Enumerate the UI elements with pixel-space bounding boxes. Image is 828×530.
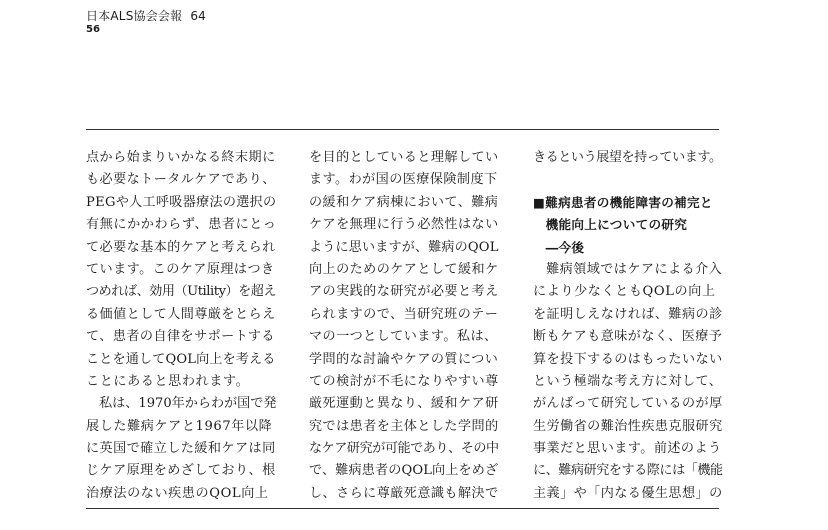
text-line: の緩和ケア病棟において、難病 — [309, 194, 499, 210]
text-line: 主義」や「内なる優生思想」の — [533, 485, 723, 501]
text-line: て必要な基本的ケアと考えられ — [86, 239, 276, 255]
text-line: ています。このケア原理はつき — [86, 261, 275, 277]
text-line: じケア原理をめざしており、根 — [86, 463, 276, 479]
text-line: 究では患者を主体とした学問的 — [309, 418, 499, 434]
text-line: 向上のためのケアとして緩和ケ — [309, 261, 499, 277]
text-line: られますので、当研究班のテー — [309, 306, 499, 322]
text-line: を目的としていると理解してい — [309, 150, 499, 165]
text-line: PEGや人工呼吸器療法の選択の — [86, 194, 277, 210]
text-line: アの実践的な研究が必要と考え — [309, 284, 499, 300]
section-heading-line: ―今後 — [545, 239, 585, 255]
blank-line — [533, 169, 719, 191]
text-line: に、難病研究をする際には「機能 — [533, 463, 723, 479]
text-line: で、難病患者のQOL向上をめざ — [309, 463, 499, 479]
text-line: つめれば、効用（Utility）を超え — [86, 284, 277, 300]
text-line: 私は、1970年からわが国で発 — [99, 396, 277, 412]
issue-number: 64 — [190, 9, 206, 23]
text-column-2 — [309, 147, 499, 505]
text-line: により少なくともQOLの向上 — [533, 284, 716, 300]
text-line: 生労働省の難治性疾患克服研究 — [533, 418, 723, 434]
text-line: なケア研究が可能であり、その中 — [309, 441, 499, 457]
page-header — [86, 10, 206, 35]
text-line: という極端な考え方に対して、 — [533, 373, 723, 389]
text-line: 治療法のない疾患のQOL向上 — [86, 485, 269, 501]
page-number: 56 — [86, 24, 100, 35]
text-column-1 — [86, 147, 277, 505]
journal-title-line — [86, 10, 206, 22]
text-line: がんばって研究しているのが厚 — [533, 396, 723, 412]
bottom-rule — [86, 508, 719, 509]
text-line: 学問的な討論やケアの質につい — [309, 351, 499, 367]
text-line: マの一つとしています。私は、 — [309, 329, 498, 345]
text-line: る価値として人間尊厳をとらえ — [86, 306, 276, 322]
top-rule — [86, 129, 719, 130]
section-heading-line: ■難病患者の機能障害の補完と — [533, 194, 713, 210]
text-line: きるという展望を持っています。 — [533, 150, 722, 165]
text-line: ことを通してQOL向上を考える — [86, 351, 276, 367]
text-line: を証明しえなければ、難病の診 — [533, 306, 723, 322]
text-column-3 — [533, 147, 723, 505]
text-line: 展した難病ケアと1967年以降 — [86, 418, 273, 434]
text-line: し、さらに尊厳死意識も解決で — [309, 485, 499, 501]
section-heading-line: 機能向上についての研究 — [545, 217, 688, 233]
text-line: 断もケアも意味がなく、医療予 — [533, 329, 723, 345]
text-line: て、患者の自律をサポートする — [86, 329, 275, 345]
text-line: ことにあると思われます。 — [86, 373, 250, 389]
text-line: に英国で確立した緩和ケアは同 — [86, 441, 276, 457]
text-line: ての検討が不毛になりやすい尊 — [309, 373, 499, 389]
text-line: 難病領域ではケアによる介入 — [546, 261, 723, 277]
text-line: ます。わが国の医療保険制度下 — [309, 172, 498, 188]
text-line: ように思いますが、難病のQOL — [309, 239, 499, 255]
text-line: ケアを無理に行う必然性はない — [309, 217, 499, 233]
text-line: 厳死運動と異なり、緩和ケア研 — [309, 396, 499, 412]
text-line: も必要なトータルケアであり、 — [86, 172, 276, 188]
journal-name: 日本ALS協会会報 — [86, 9, 183, 23]
text-line: 算を投下するのはもったいない — [533, 351, 723, 367]
text-line: 事業だと思います。前述のよう — [533, 441, 722, 457]
text-line: 点から始まりいかなる終末期に — [86, 150, 276, 165]
text-line: 有無にかかわらず、患者にとっ — [86, 217, 277, 233]
